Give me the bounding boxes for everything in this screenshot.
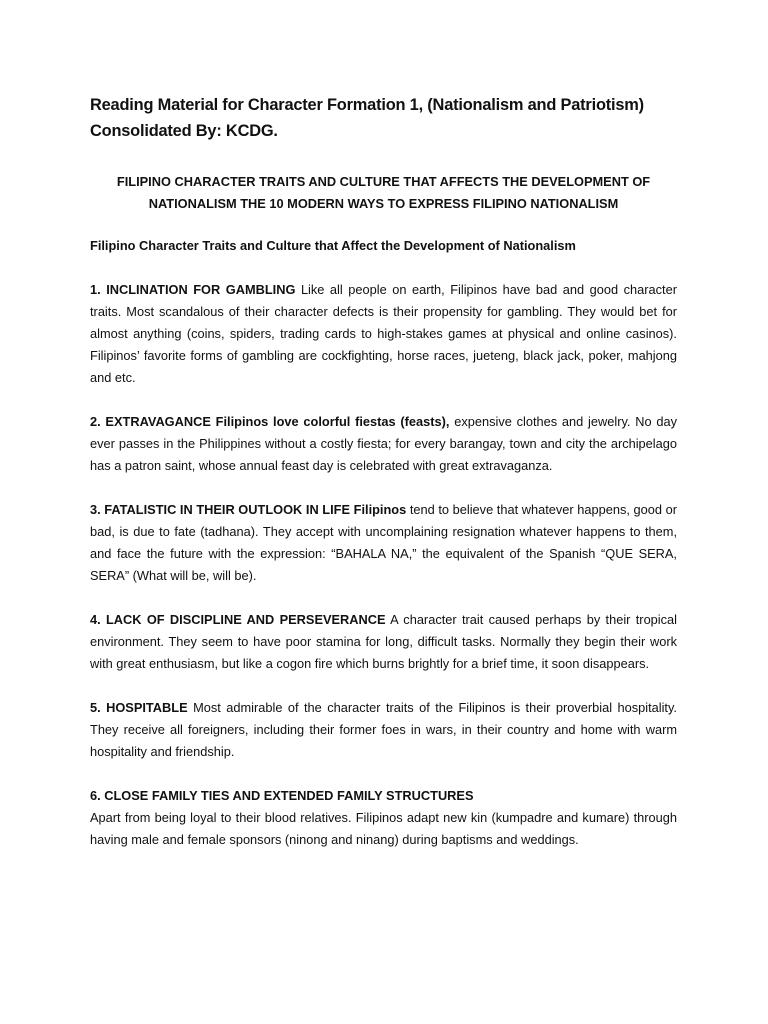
trait-paragraph-6 [90,785,677,851]
document-page [90,92,677,851]
trait-text: Like all people on earth, Filipinos have bad and good character traits. Most scandalous of their character defects is their propensity for gambling. They would bet for almost anything (coins, spiders, trading cards to high-stakes games at physical and online casinos). Filipinos’ favorite forms of gambling are cockfighting, horse races, jueteng, black jack, poker, mahjong and etc. [90,282,677,385]
trait-bold-extra: Filipinos love colorful fiestas (feasts), [210,414,450,429]
trait-text: expensive clothes and jewelry. No day ever passes in the Philippines without a costly fiesta; for every barangay, town and city the archipelago has a patron saint, whose annual feast day is celebrated with great extravaganza. [90,414,677,473]
trait-6-text: Apart from being loyal to their blood relatives. Filipinos adapt new kin (kumpadre and kumare) through having male and female sponsors (ninong and ninang) during baptisms and weddings. [90,810,677,847]
trait-text: tend to believe that whatever happens, good or bad, is due to fate (tadhana). They accept with uncomplaining resignation whatever happens to them, and face the future with the expression: “BAHALA NA,” the equivalent of the Spanish “QUE SERA, SERA” (What will be, will be). [90,502,677,583]
trait-bold-extra: Filipinos [350,502,407,517]
trait-label: 5. HOSPITABLE [90,700,188,715]
section-heading: Filipino Character Traits and Culture that Affect the Development of Nationalism [90,238,576,253]
trait-label: 1. INCLINATION FOR GAMBLING [90,282,296,297]
document-title [90,92,677,144]
trait-text: A character trait caused perhaps by their tropical environment. They seem to have poor stamina for long, difficult tasks. Normally they begin their work with great enthusiasm, but like a cogon fire which burns brightly for a brief time, it soon disappears. [90,612,678,671]
trait-paragraph-2 [90,411,677,477]
trait-text: Most admirable of the character traits of the Filipinos is their proverbial hospitality. They receive all foreigners, including their former foes in wars, in their country and home with warm hospitality and friendship. [90,700,677,759]
document-title-line-1: Reading Material for Character Formation 1, (Nationalism and Patriotism) [90,96,644,114]
document-title-line-2: Consolidated By: KCDG. [90,122,278,140]
trait-label: 2. EXTRAVAGANCE [90,414,211,429]
trait-paragraph-3 [90,499,677,587]
trait-6-heading: 6. CLOSE FAMILY TIES AND EXTENDED FAMILY STRUCTURES [90,788,474,803]
trait-paragraph-4 [90,609,677,675]
center-heading-line-1: FILIPINO CHARACTER TRAITS AND CULTURE THAT AFFECTS THE DEVELOPMENT OF [116,174,651,189]
trait-paragraph-5 [90,697,677,763]
trait-label: 3. FATALISTIC IN THEIR OUTLOOK IN LIFE [90,502,351,517]
center-heading-line-2: NATIONALISM THE 10 MODERN WAYS TO EXPRESS FILIPINO NATIONALISM [148,196,619,211]
trait-paragraph-1 [90,279,677,389]
center-heading [90,171,677,215]
trait-label: 4. LACK OF DISCIPLINE AND PERSEVERANCE [90,612,386,627]
